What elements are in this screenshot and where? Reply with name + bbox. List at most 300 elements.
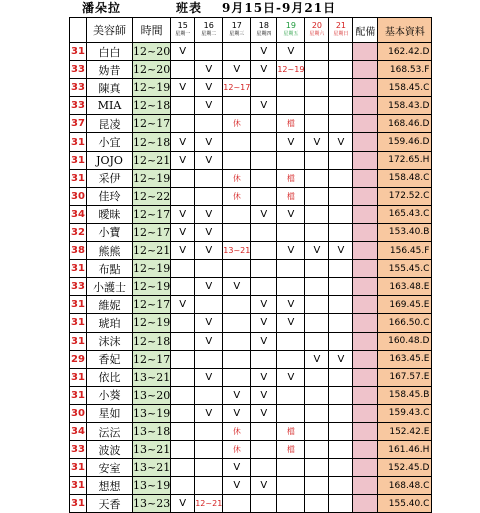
day-cell	[223, 43, 251, 61]
day-cell: V	[277, 296, 305, 314]
day-cell: V	[329, 242, 353, 260]
day-cell: V	[305, 133, 329, 151]
day-cell	[305, 61, 329, 79]
day-cell	[223, 495, 251, 513]
schedule-row	[70, 151, 432, 169]
day-cell: 檔	[277, 115, 305, 133]
schedule-row	[70, 260, 432, 278]
day-date: 19	[285, 21, 296, 30]
day-cell	[329, 187, 353, 205]
header-row	[70, 18, 432, 43]
day-cell	[329, 314, 353, 332]
day-name: 星期一	[175, 31, 191, 37]
schedule-row	[70, 314, 432, 332]
day-cell	[195, 169, 223, 187]
stylist-name: 陳真	[87, 79, 133, 97]
equip-cell	[353, 441, 378, 459]
day-cell	[277, 350, 305, 368]
day-cell	[329, 441, 353, 459]
base-info: 159.46.D	[378, 133, 432, 151]
stylist-header: 美容師	[87, 18, 133, 43]
day-date: 17	[231, 21, 242, 30]
day-cell	[251, 115, 277, 133]
shift-time: 12~19	[133, 278, 171, 296]
day-cell	[329, 278, 353, 296]
base-info: 163.48.E	[378, 278, 432, 296]
day-cell	[305, 79, 329, 97]
day-cell	[195, 477, 223, 495]
day-cell	[251, 187, 277, 205]
shift-time: 13~21	[133, 459, 171, 477]
equip-cell	[353, 169, 378, 187]
equip-cell	[353, 477, 378, 495]
stylist-name: 波波	[87, 441, 133, 459]
stylist-name: 佳玲	[87, 187, 133, 205]
day-cell	[277, 404, 305, 422]
row-number: 31	[70, 133, 87, 151]
day-cell	[251, 169, 277, 187]
day-cell	[223, 296, 251, 314]
day-cell: V	[277, 133, 305, 151]
base-info: 172.65.H	[378, 151, 432, 169]
day-cell	[329, 205, 353, 223]
base-info: 167.57.E	[378, 368, 432, 386]
shift-time: 12~21	[133, 242, 171, 260]
day-cell: V	[195, 223, 223, 241]
day-cell: V	[251, 314, 277, 332]
day-cell	[171, 422, 195, 440]
schedule-table	[69, 17, 432, 513]
shift-time: 12~19	[133, 169, 171, 187]
shift-time: 12~17	[133, 115, 171, 133]
day-cell: 檔	[277, 169, 305, 187]
day-date: 16	[203, 21, 214, 30]
stylist-name: 采伊	[87, 169, 133, 187]
day-header-text	[329, 21, 352, 39]
day-cell	[329, 459, 353, 477]
day-cell	[171, 314, 195, 332]
day-cell	[171, 404, 195, 422]
schedule-title: 班表	[176, 1, 203, 15]
stylist-name: 小葵	[87, 386, 133, 404]
base-info: 152.42.E	[378, 422, 432, 440]
base-info: 168.46.D	[378, 115, 432, 133]
stylist-name: 熊熊	[87, 242, 133, 260]
equip-cell	[353, 79, 378, 97]
equip-cell	[353, 223, 378, 241]
day-cell: V	[195, 278, 223, 296]
base-info: 153.40.B	[378, 223, 432, 241]
day-cell	[277, 79, 305, 97]
day-header-21	[329, 18, 353, 43]
day-cell	[251, 223, 277, 241]
equip-cell	[353, 260, 378, 278]
day-cell: 13~21	[223, 242, 251, 260]
schedule-row	[70, 459, 432, 477]
day-cell: V	[223, 404, 251, 422]
schedule-row	[70, 115, 432, 133]
base-info: 163.45.E	[378, 350, 432, 368]
stylist-name: 天香	[87, 495, 133, 513]
schedule-row	[70, 97, 432, 115]
day-cell	[305, 223, 329, 241]
base-info: 172.52.C	[378, 187, 432, 205]
schedule-row	[70, 61, 432, 79]
day-cell	[223, 350, 251, 368]
row-number: 31	[70, 151, 87, 169]
day-cell	[329, 495, 353, 513]
row-number: 31	[70, 459, 87, 477]
row-number: 38	[70, 242, 87, 260]
shift-time: 13~19	[133, 404, 171, 422]
shift-time: 12~17	[133, 350, 171, 368]
day-cell	[251, 278, 277, 296]
schedule-row	[70, 368, 432, 386]
schedule-row	[70, 296, 432, 314]
day-cell	[171, 441, 195, 459]
equip-cell	[353, 97, 378, 115]
day-cell	[171, 368, 195, 386]
schedule-row	[70, 79, 432, 97]
day-cell	[305, 278, 329, 296]
day-cell: V	[195, 151, 223, 169]
day-header-text	[171, 21, 194, 39]
row-number: 31	[70, 495, 87, 513]
day-cell	[171, 350, 195, 368]
day-cell	[305, 115, 329, 133]
base-info: 158.43.D	[378, 97, 432, 115]
day-cell: V	[251, 296, 277, 314]
day-cell: V	[171, 133, 195, 151]
day-cell: V	[251, 386, 277, 404]
schedule-row	[70, 441, 432, 459]
equip-cell	[353, 404, 378, 422]
num-header	[70, 18, 87, 43]
base-info: 168.53.F	[378, 61, 432, 79]
time-header: 時間	[133, 18, 171, 43]
day-cell: V	[223, 61, 251, 79]
day-cell: 檔	[277, 187, 305, 205]
day-name: 星期四	[256, 31, 272, 37]
row-number: 30	[70, 187, 87, 205]
day-cell	[329, 61, 353, 79]
day-cell: 休	[223, 115, 251, 133]
day-cell	[305, 151, 329, 169]
day-date: 15	[177, 21, 188, 30]
day-cell	[329, 260, 353, 278]
row-number: 31	[70, 332, 87, 350]
day-cell	[305, 314, 329, 332]
day-cell: V	[251, 205, 277, 223]
day-cell: V	[223, 477, 251, 495]
base-info: 158.45.B	[378, 386, 432, 404]
schedule-row	[70, 223, 432, 241]
stylist-name: 安室	[87, 459, 133, 477]
base-info: 156.45.F	[378, 242, 432, 260]
row-number: 31	[70, 477, 87, 495]
day-cell: V	[251, 332, 277, 350]
day-cell	[171, 97, 195, 115]
store-title: 潘朵拉	[82, 1, 122, 15]
row-number: 33	[70, 61, 87, 79]
day-cell: 檔	[277, 441, 305, 459]
stylist-name: 曖昧	[87, 205, 133, 223]
stylist-name: MIA	[87, 97, 133, 115]
day-cell	[251, 79, 277, 97]
day-cell	[277, 332, 305, 350]
schedule-row	[70, 404, 432, 422]
base-info: 168.48.C	[378, 477, 432, 495]
equip-cell	[353, 187, 378, 205]
day-cell	[171, 169, 195, 187]
day-cell	[171, 61, 195, 79]
day-cell	[251, 242, 277, 260]
day-cell	[305, 332, 329, 350]
day-cell	[223, 314, 251, 332]
row-number: 31	[70, 368, 87, 386]
day-cell	[195, 422, 223, 440]
row-number: 31	[70, 169, 87, 187]
day-cell	[277, 278, 305, 296]
day-cell: V	[171, 151, 195, 169]
stylist-name: 星如	[87, 404, 133, 422]
day-cell	[305, 260, 329, 278]
day-cell: V	[195, 205, 223, 223]
day-cell: V	[277, 368, 305, 386]
day-date: 18	[258, 21, 269, 30]
day-date: 20	[311, 21, 322, 30]
day-cell	[329, 169, 353, 187]
day-cell	[305, 296, 329, 314]
shift-time: 12~20	[133, 61, 171, 79]
base-info: 159.43.C	[378, 404, 432, 422]
shift-time: 13~23	[133, 495, 171, 513]
equip-cell	[353, 459, 378, 477]
day-cell: 檔	[277, 422, 305, 440]
day-cell: V	[195, 79, 223, 97]
shift-time: 12~18	[133, 97, 171, 115]
shift-time: 13~19	[133, 477, 171, 495]
schedule-row	[70, 422, 432, 440]
stylist-name: 沄沄	[87, 422, 133, 440]
equip-cell	[353, 133, 378, 151]
day-header-17	[223, 18, 251, 43]
base-info: 161.46.H	[378, 441, 432, 459]
day-cell	[171, 115, 195, 133]
day-cell	[329, 386, 353, 404]
stylist-name: 香妃	[87, 350, 133, 368]
day-cell: V	[171, 242, 195, 260]
row-number: 29	[70, 350, 87, 368]
schedule-row	[70, 242, 432, 260]
day-cell	[277, 386, 305, 404]
day-name: 星期五	[283, 31, 299, 37]
day-cell: V	[251, 368, 277, 386]
equip-cell	[353, 205, 378, 223]
day-cell	[195, 296, 223, 314]
day-cell	[277, 97, 305, 115]
schedule-row	[70, 43, 432, 61]
day-cell	[171, 386, 195, 404]
day-cell: V	[305, 242, 329, 260]
day-header-19	[277, 18, 305, 43]
base-info: 158.48.C	[378, 169, 432, 187]
schedule-row	[70, 332, 432, 350]
day-cell: V	[171, 296, 195, 314]
day-cell: 12~19	[277, 61, 305, 79]
day-cell	[305, 97, 329, 115]
day-cell	[277, 495, 305, 513]
day-cell: V	[195, 61, 223, 79]
day-cell	[329, 43, 353, 61]
day-cell: V	[223, 278, 251, 296]
schedule-row	[70, 133, 432, 151]
day-cell	[251, 459, 277, 477]
row-number: 31	[70, 386, 87, 404]
shift-time: 12~19	[133, 79, 171, 97]
day-cell: V	[277, 43, 305, 61]
equip-cell	[353, 386, 378, 404]
day-cell	[329, 151, 353, 169]
row-number: 33	[70, 278, 87, 296]
day-cell	[195, 386, 223, 404]
day-cell	[223, 133, 251, 151]
day-cell: V	[223, 459, 251, 477]
day-cell: 休	[223, 441, 251, 459]
day-header-text	[277, 21, 304, 39]
row-number: 30	[70, 404, 87, 422]
base-info: 152.45.D	[378, 459, 432, 477]
day-name: 星期三	[229, 31, 245, 37]
day-cell	[171, 332, 195, 350]
base-info: 169.45.E	[378, 296, 432, 314]
day-cell	[223, 332, 251, 350]
row-number: 31	[70, 314, 87, 332]
row-number: 31	[70, 260, 87, 278]
day-cell	[329, 422, 353, 440]
equip-cell	[353, 332, 378, 350]
day-cell: V	[251, 61, 277, 79]
shift-time: 12~17	[133, 296, 171, 314]
day-cell	[195, 350, 223, 368]
day-cell: V	[171, 223, 195, 241]
day-header-text	[251, 21, 276, 39]
shift-time: 12~22	[133, 187, 171, 205]
shift-time: 12~18	[133, 133, 171, 151]
shift-time: 12~17	[133, 205, 171, 223]
day-name: 星期二	[201, 31, 217, 37]
day-cell: 休	[223, 422, 251, 440]
day-name: 星期日	[333, 31, 349, 37]
day-cell	[305, 368, 329, 386]
base-info: 166.50.C	[378, 314, 432, 332]
day-header-text	[223, 21, 250, 39]
row-number: 31	[70, 296, 87, 314]
day-cell	[171, 260, 195, 278]
shift-time: 13~18	[133, 422, 171, 440]
shift-time: 12~18	[133, 332, 171, 350]
day-cell	[171, 477, 195, 495]
day-cell	[223, 223, 251, 241]
day-cell	[329, 97, 353, 115]
shift-time: 12~21	[133, 151, 171, 169]
day-cell	[251, 441, 277, 459]
row-number: 33	[70, 97, 87, 115]
equip-cell	[353, 368, 378, 386]
schedule-row	[70, 205, 432, 223]
equip-cell	[353, 151, 378, 169]
day-cell	[329, 79, 353, 97]
day-cell	[171, 459, 195, 477]
base-info: 158.45.C	[378, 79, 432, 97]
day-cell	[329, 332, 353, 350]
base-info: 162.42.D	[378, 43, 432, 61]
day-cell: V	[195, 332, 223, 350]
day-cell	[251, 260, 277, 278]
stylist-name: 維妮	[87, 296, 133, 314]
day-cell	[305, 169, 329, 187]
day-cell: 休	[223, 187, 251, 205]
day-cell: V	[195, 97, 223, 115]
day-cell: V	[195, 404, 223, 422]
day-name: 星期六	[309, 31, 325, 37]
schedule-row	[70, 386, 432, 404]
shift-time: 12~20	[133, 43, 171, 61]
base-info: 160.48.D	[378, 332, 432, 350]
day-cell	[195, 260, 223, 278]
day-cell	[305, 477, 329, 495]
shift-time: 13~20	[133, 386, 171, 404]
equip-cell	[353, 61, 378, 79]
day-cell	[305, 43, 329, 61]
row-number: 37	[70, 115, 87, 133]
day-cell	[277, 260, 305, 278]
stylist-name: 沫沫	[87, 332, 133, 350]
day-cell	[305, 459, 329, 477]
day-cell	[329, 477, 353, 495]
day-cell: V	[251, 97, 277, 115]
day-cell: V	[251, 43, 277, 61]
day-cell: V	[277, 314, 305, 332]
day-cell: 12~17	[223, 79, 251, 97]
stylist-name: 想想	[87, 477, 133, 495]
day-cell	[251, 350, 277, 368]
day-header-18	[251, 18, 277, 43]
day-cell: 休	[223, 169, 251, 187]
day-header-15	[171, 18, 195, 43]
day-cell	[305, 404, 329, 422]
period-title: 9月15日-9月21日	[222, 1, 337, 15]
day-cell	[195, 115, 223, 133]
base-info: 155.40.C	[378, 495, 432, 513]
day-cell: V	[251, 477, 277, 495]
stylist-name: 布點	[87, 260, 133, 278]
day-cell: V	[223, 386, 251, 404]
stylist-name: 白白	[87, 43, 133, 61]
day-cell	[195, 187, 223, 205]
equip-cell	[353, 314, 378, 332]
schedule-row	[70, 477, 432, 495]
row-number: 31	[70, 43, 87, 61]
day-cell	[195, 43, 223, 61]
day-cell	[195, 441, 223, 459]
day-cell: V	[171, 43, 195, 61]
schedule-row	[70, 350, 432, 368]
day-cell: V	[251, 404, 277, 422]
stylist-name: 妫昔	[87, 61, 133, 79]
row-number: 34	[70, 422, 87, 440]
day-cell: V	[195, 133, 223, 151]
